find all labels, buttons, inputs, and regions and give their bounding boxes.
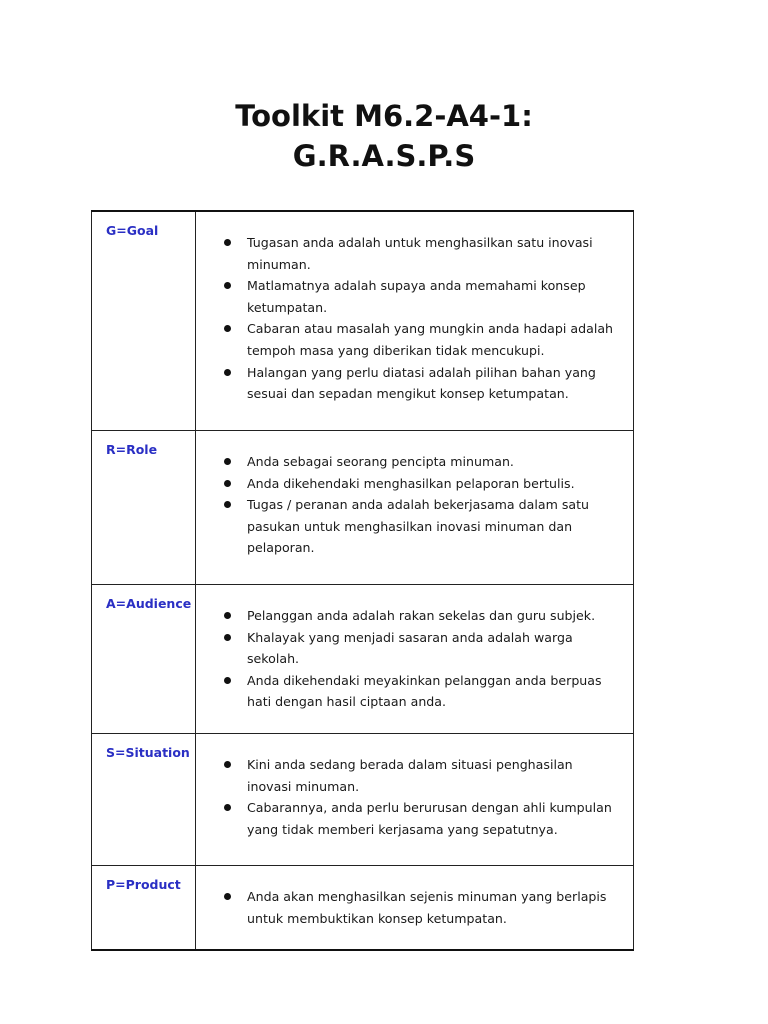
list-item	[196, 451, 621, 473]
label-cell	[92, 865, 196, 950]
bullet-icon	[224, 612, 231, 619]
list-item-text: Khalayak yang menjadi sasaran anda adalah warga sekolah.	[247, 629, 573, 667]
table-row-situation	[92, 733, 634, 865]
row-label-role: R=Role	[106, 442, 158, 457]
list-item-text: Pelanggan anda adalah rakan sekelas dan guru subjek.	[247, 608, 596, 623]
content-cell	[196, 733, 634, 865]
row-label-goal: G=Goal	[106, 223, 159, 238]
list-item-text: Halangan yang perlu diatasi adalah pilihan bahan yang sesuai dan sepadan mengikut konsep ketumpatan.	[247, 364, 596, 402]
bullet-icon	[224, 677, 231, 684]
list-item	[196, 494, 621, 559]
list-item	[196, 797, 621, 840]
bullet-icon	[224, 325, 231, 332]
list-item-text: Anda dikehendaki menghasilkan pelaporan bertulis.	[247, 475, 575, 491]
row-label-audience: A=Audience	[106, 596, 192, 611]
list-item-text: Tugas / peranan anda adalah bekerjasama dalam satu pasukan untuk menghasilkan inovasi minuman dan pelaporan.	[247, 497, 590, 556]
label-cell	[92, 431, 196, 585]
bullet-icon	[224, 761, 231, 768]
list-item-text: Anda akan menghasilkan sejenis minuman yang berlapis untuk membuktikan konsep ketumpatan.	[247, 888, 607, 926]
content-cell	[196, 865, 634, 950]
content-cell	[196, 431, 634, 585]
list-item-text: Cabaran atau masalah yang mungkin anda hadapi adalah tempoh masa yang diberikan tidak mencukupi.	[247, 321, 614, 358]
table-row-product	[92, 865, 634, 950]
table-row-goal	[92, 211, 634, 431]
row-label-product: P=Product	[106, 876, 181, 892]
label-cell	[92, 733, 196, 865]
page-title	[0, 96, 768, 176]
list-item-text: Kini anda sedang berada dalam situasi penghasilan inovasi minuman.	[247, 756, 573, 794]
list-item	[196, 275, 621, 318]
title-line-1: Toolkit M6.2-A4-1:	[235, 99, 533, 133]
title-line-2: G.R.A.S.P.S	[292, 139, 476, 173]
list-item-text: Tugasan anda adalah untuk menghasilkan satu inovasi minuman.	[247, 235, 593, 272]
bullet-icon	[224, 480, 231, 487]
label-cell	[92, 211, 196, 431]
list-item	[196, 627, 621, 670]
table-row-audience	[92, 585, 634, 734]
bullet-icon	[224, 282, 231, 289]
bullet-icon	[224, 634, 231, 641]
content-cell	[196, 585, 634, 734]
bullet-icon	[224, 893, 231, 900]
list-item-text: Matlamatnya adalah supaya anda memahami konsep ketumpatan.	[247, 278, 586, 315]
bullet-icon	[224, 369, 231, 376]
bullet-icon	[224, 239, 231, 246]
bullet-icon	[224, 804, 231, 811]
list-item-text: Cabarannya, anda perlu berurusan dengan ahli kumpulan yang tidak memberi kerjasama yang sepatutnya.	[247, 800, 612, 837]
bullet-list	[196, 605, 621, 713]
bullet-icon	[224, 501, 231, 508]
list-item	[196, 754, 621, 797]
list-item-text: Anda sebagai seorang pencipta minuman.	[247, 454, 514, 469]
label-cell	[92, 585, 196, 734]
list-item	[196, 232, 621, 275]
list-item	[196, 605, 621, 627]
bullet-list	[196, 232, 621, 405]
list-item	[196, 670, 621, 713]
content-cell	[196, 211, 634, 431]
bullet-list	[196, 754, 621, 840]
row-label-situation: S=Situation	[106, 744, 190, 760]
list-item	[196, 473, 621, 495]
bullet-list	[196, 451, 621, 559]
bullet-list	[196, 886, 621, 929]
grasps-table	[91, 210, 634, 951]
list-item	[196, 362, 621, 405]
list-item	[196, 318, 621, 361]
list-item	[196, 886, 621, 929]
table-row-role	[92, 431, 634, 585]
list-item-text: Anda dikehendaki meyakinkan pelanggan anda berpuas hati dengan hasil ciptaan anda.	[247, 672, 602, 710]
bullet-icon	[224, 458, 231, 465]
